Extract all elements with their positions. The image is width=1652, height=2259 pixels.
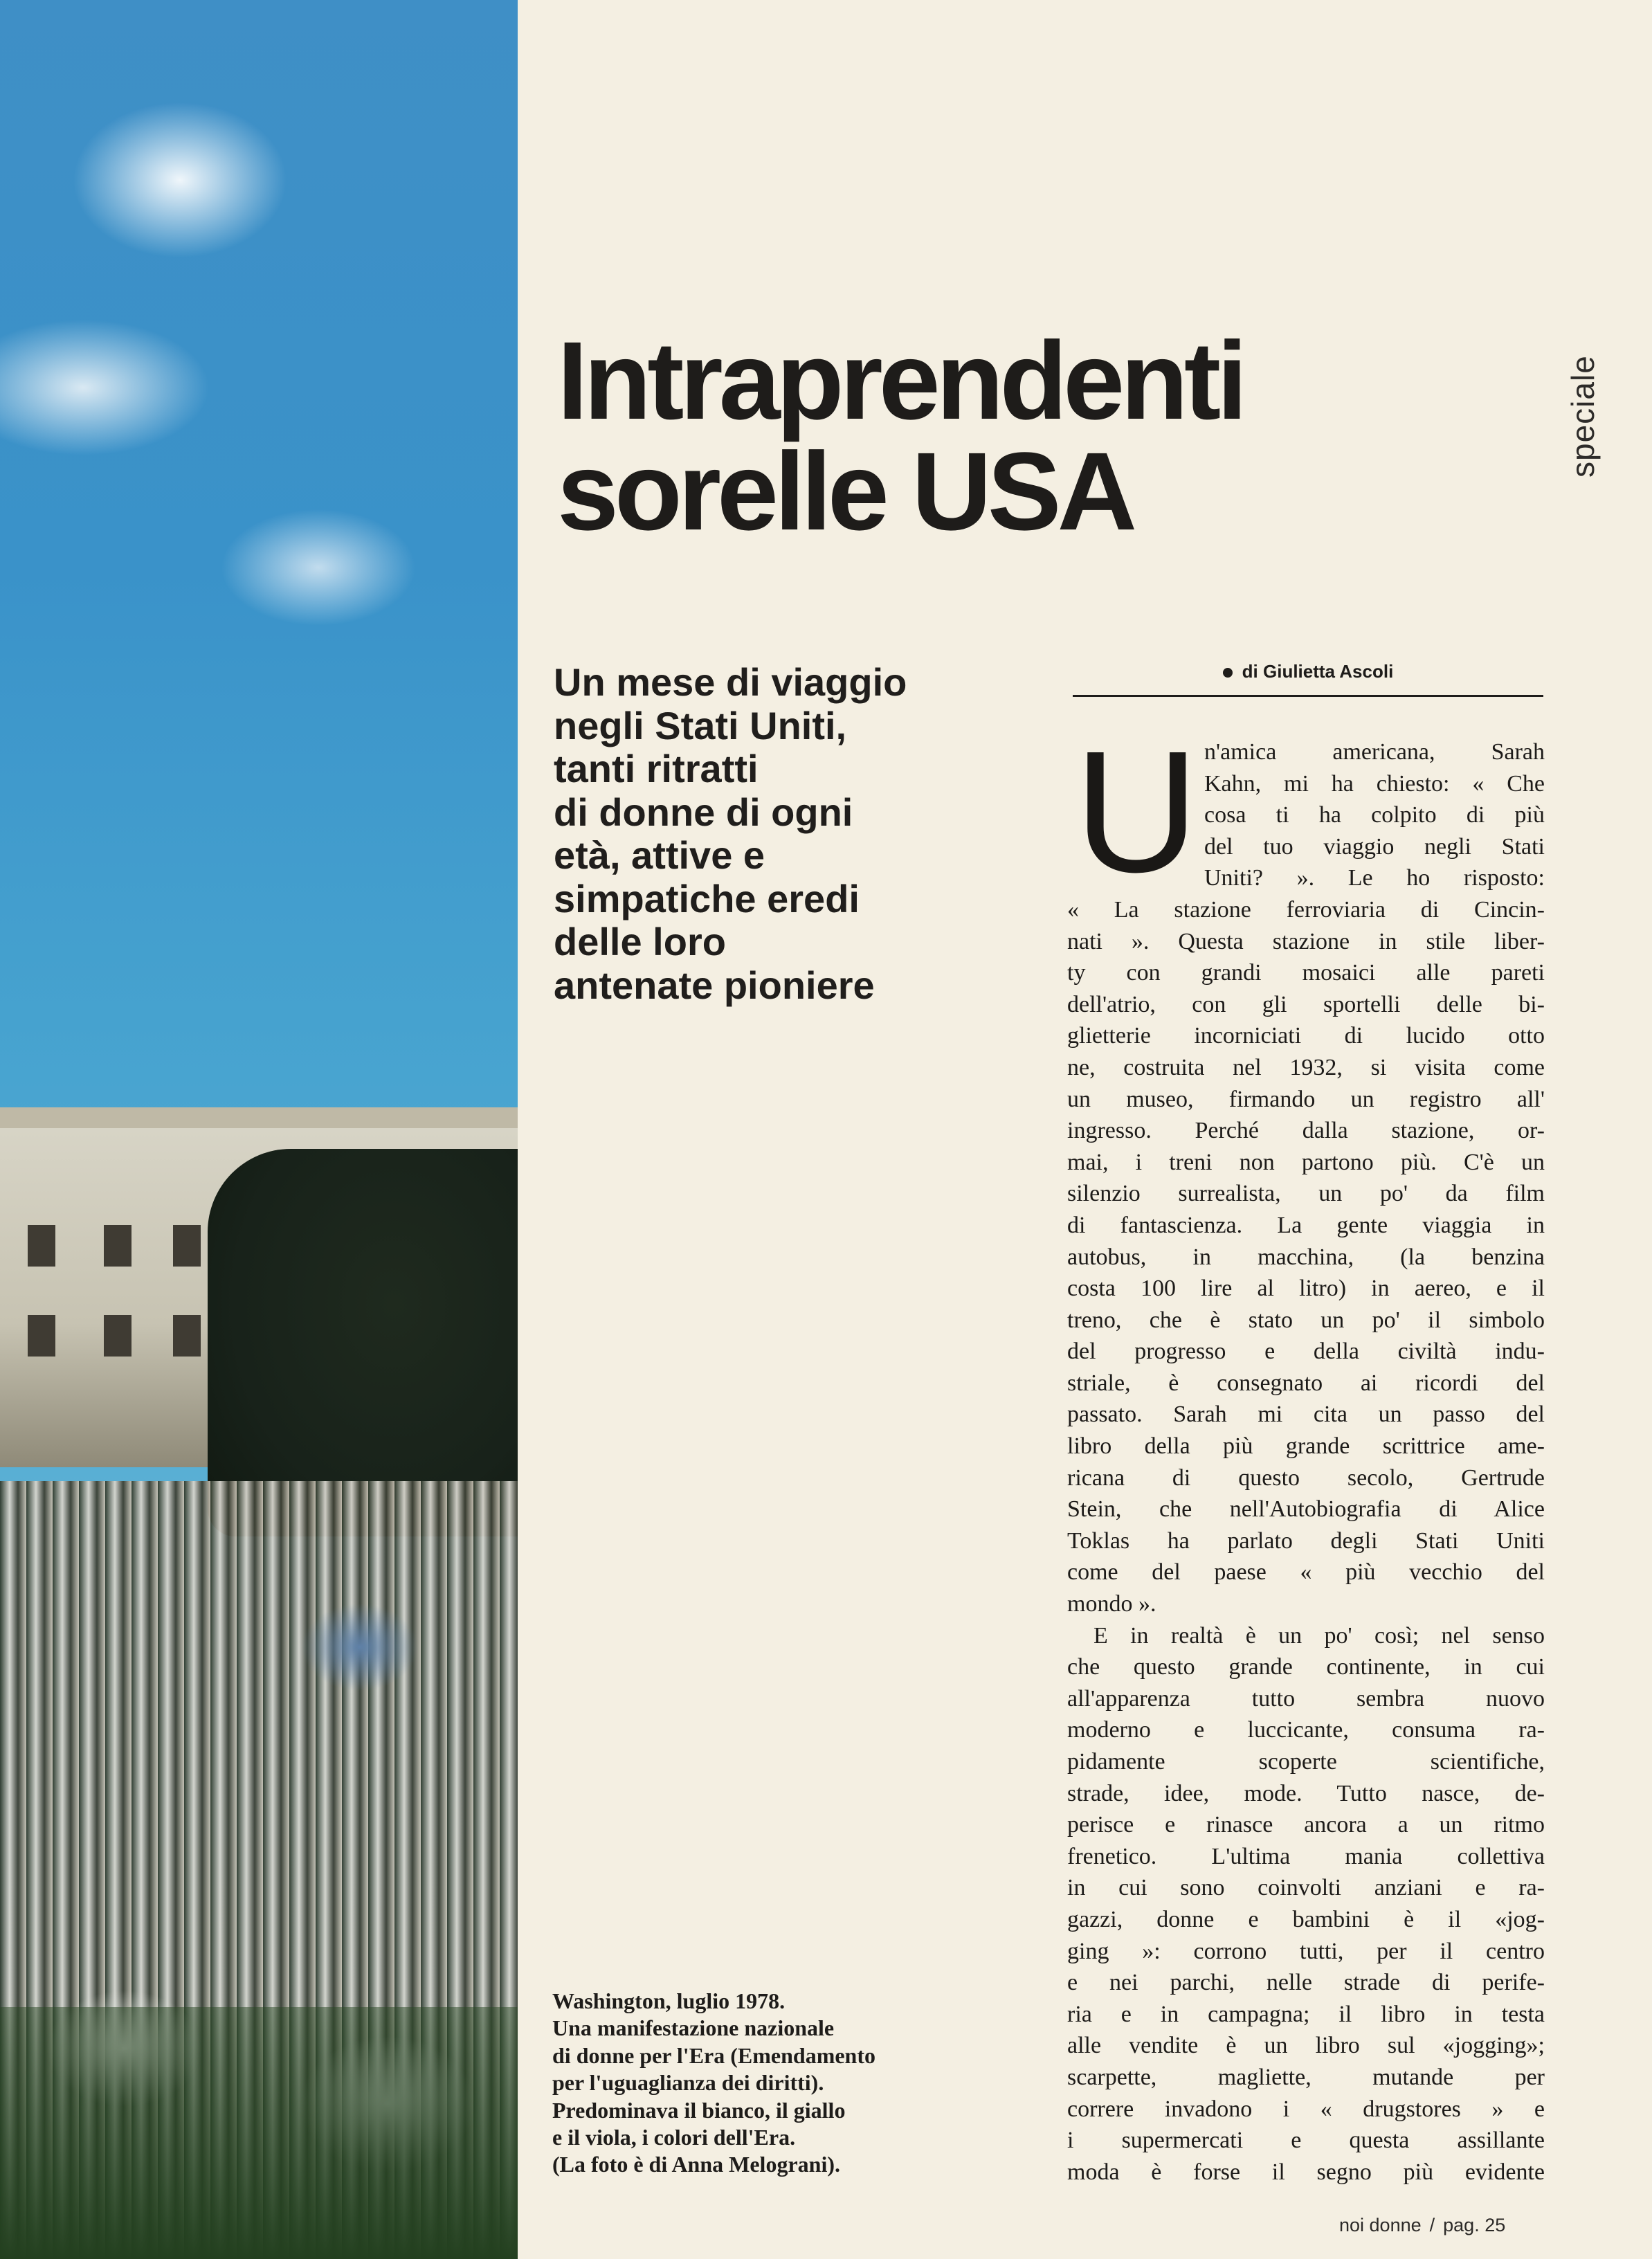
body-line: ria e in campagna; il libro in testa [1067,2001,1545,2027]
body-line: costa 100 lire al litro) in aereo, e il [1067,1276,1545,1302]
body-line: Kahn, mi ha chiesto: « Che [1204,770,1545,797]
body-line: del tuo viaggio negli Stati [1204,833,1545,860]
photo-grass [0,2007,518,2259]
byline [1073,661,1543,682]
body-line: « La stazione ferroviaria di Cincin- [1067,896,1545,923]
body-line: mai, i treni non partono più. C'è un [1067,1149,1545,1175]
body-line: pidamente scoperte scientifiche, [1067,1749,1545,1775]
subtitle-line: simpatiche eredi [554,876,860,920]
body-line: di fantascienza. La gente viaggia in [1067,1212,1545,1238]
headline-line: Intraprendenti [557,318,1244,442]
body-line: ingresso. Perché dalla stazione, or- [1067,1118,1545,1144]
byline-divider [1073,695,1543,697]
photo-window [104,1225,131,1267]
body-line: striale, è consegnato ai ricordi del [1067,1370,1545,1396]
body-line: Toklas ha parlato degli Stati Uniti [1067,1527,1545,1554]
headline-line: sorelle USA [557,429,1134,553]
body-line: strade, idee, mode. Tutto nasce, de- [1067,1780,1545,1806]
body-line: e nei parchi, nelle strade di perife- [1067,1970,1545,1996]
photo-caption [552,1988,1037,2179]
page-number: pag. 25 [1443,2215,1506,2235]
caption-line: Una manifestazione nazionale [552,2015,835,2041]
subtitle-line: di donne di ogni [554,790,853,834]
body-line: ging »: corrono tutti, per il centro [1067,1938,1545,1964]
photo-trees [208,1149,518,1536]
body-line: perisce e rinasce ancora a un ritmo [1067,1812,1545,1838]
caption-line: per l'uguaglianza dei diritti). [552,2070,824,2096]
photo-roofline [0,1107,518,1128]
body-line: del progresso e della civiltà indu- [1067,1339,1545,1365]
body-line: moda è forse il segno più evidente [1067,2159,1545,2185]
subtitle-line: antenate pioniere [554,963,875,1007]
article-subtitle [554,661,1010,1007]
body-line: silenzio surrealista, un po' da film [1067,1181,1545,1207]
cover-photo [0,0,518,2259]
body-line: che questo grande continente, in cui [1067,1654,1545,1680]
body-line: dell'atrio, con gli sportelli delle bi- [1067,991,1545,1017]
byline-author: di Giulietta Ascoli [1242,661,1394,682]
body-line: come del paese « più vecchio del [1067,1559,1545,1586]
body-line: moderno e luccicante, consuma ra- [1067,1717,1545,1743]
body-line: in cui sono coinvolti anziani e ra- [1067,1875,1545,1901]
magazine-name: noi donne [1339,2215,1422,2235]
photo-window [28,1315,55,1357]
body-line: nati ». Questa stazione in stile liber- [1067,928,1545,954]
body-line: n'amica americana, Sarah [1204,739,1545,765]
body-line: Uniti? ». Le ho risposto: [1204,865,1545,891]
photo-window [104,1315,131,1357]
body-line: cosa ti ha colpito di più [1204,802,1545,828]
body-line: ty con grandi mosaici alle pareti [1067,960,1545,986]
caption-line: (La foto è di Anna Melograni). [552,2152,840,2177]
article-headline [557,318,1244,553]
photo-window [173,1225,201,1267]
body-line: glietterie incorniciati di lucido otto [1067,1023,1545,1049]
body-line: ne, costruita nel 1932, si visita come [1067,1054,1545,1080]
caption-line: di donne per l'Era (Emendamento [552,2042,875,2068]
body-line: frenetico. L'ultima mania collettiva [1067,1843,1545,1869]
section-label: speciale [1565,355,1601,478]
page-footer [1339,2215,1505,2236]
caption-line: Washington, luglio 1978. [552,1988,786,2013]
body-line: gazzi, donne e bambini è il «jog- [1067,1906,1545,1932]
body-line: alle vendite è un libro sul «jogging»; [1067,2033,1545,2059]
caption-line: e il viola, i colori dell'Era. [552,2125,796,2150]
body-line: all'apparenza tutto sembra nuovo [1067,1685,1545,1712]
subtitle-line: età, attive e [554,833,765,877]
body-line: mondo ». [1067,1591,1156,1617]
photo-window [173,1315,201,1357]
body-line: i supermercati e questa assillante [1067,2128,1545,2154]
photo-window [28,1225,55,1267]
body-line: autobus, in macchina, (la benzina [1067,1244,1545,1270]
body-line: Stein, che nell'Autobiografia di Alice [1067,1496,1545,1523]
bullet-icon [1223,668,1233,678]
drop-cap: U [1074,715,1199,908]
body-line: passato. Sarah mi cita un passo del [1067,1401,1545,1428]
body-line: correre invadono i « drugstores » e [1067,2096,1545,2122]
body-line: ricana di questo secolo, Gertrude [1067,1464,1545,1491]
subtitle-line: negli Stati Uniti, [554,703,847,747]
article-body [1067,736,1545,2188]
body-line: treno, che è stato un po' il simbolo [1067,1307,1545,1333]
subtitle-line: Un mese di viaggio [554,660,907,704]
body-line: scarpette, magliette, mutande per [1067,2064,1545,2090]
caption-line: Predominava il bianco, il giallo [552,2097,846,2123]
subtitle-line: delle loro [554,920,726,963]
footer-separator: / [1429,2215,1435,2235]
body-line: E in realtà è un po' così; nel senso [1093,1622,1545,1649]
body-line: un museo, firmando un registro all' [1067,1086,1545,1112]
body-line: libro della più grande scrittrice ame- [1067,1433,1545,1460]
subtitle-line: tanti ritratti [554,747,759,790]
